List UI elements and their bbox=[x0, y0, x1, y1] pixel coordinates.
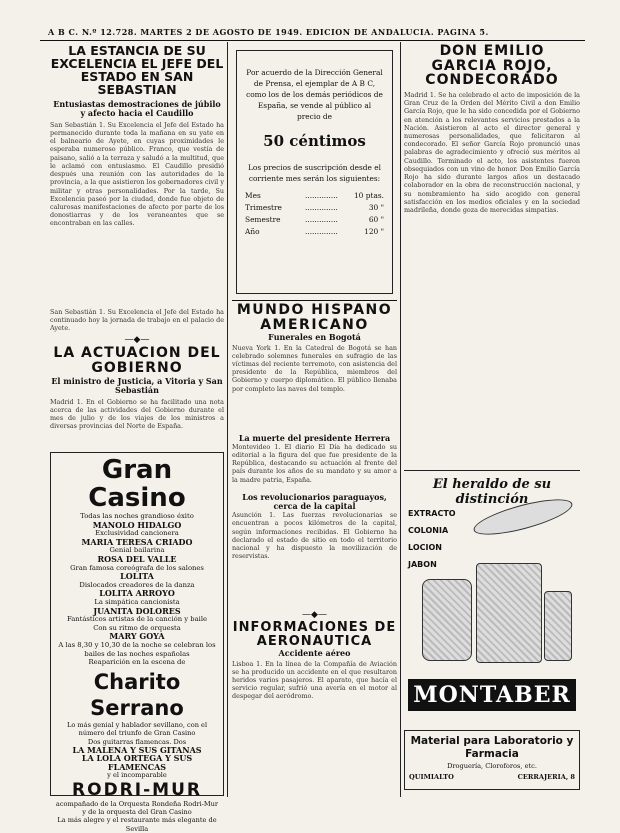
subhead-estancia: Entusiastas demostraciones de júbilo y afecto hacia el Caudillo bbox=[53, 98, 221, 118]
montaber-items bbox=[408, 505, 468, 573]
laboratorio-address: CERRAJERIA, 8 bbox=[517, 773, 575, 781]
headline-aeronautica: INFORMACIONES DE AERONAUTICA bbox=[232, 620, 397, 649]
casino-line: LA MALENA Y SUS GITANAS bbox=[72, 744, 202, 755]
casino-line: Con su ritmo de orquesta bbox=[93, 623, 181, 632]
article-funerales: Nueva York 1. En la Catedral de Bogotá se han celebrado solemnes funerales en sufragio de las víctimas del reciente terremoto, con asistencia del presidente de la República, miembros del Gobierno y cuerpo diplomático. El público llenaba por completo las naves del templo. bbox=[232, 343, 397, 393]
casino-line: Fantásticos artistas de la canción y baile bbox=[66, 615, 208, 624]
laboratorio-sub: Droguería, Cloroforos, etc. bbox=[447, 762, 537, 770]
montaber-logo: MONTABER bbox=[408, 679, 576, 711]
soap-image bbox=[544, 591, 572, 661]
subscription-row bbox=[245, 202, 384, 214]
leader-dots: .............. bbox=[305, 215, 338, 224]
headline-estancia: LA ESTANCIA DE SU EXCELENCIA EL JEFE DEL ESTADO EN SAN SEBASTIAN bbox=[50, 43, 224, 98]
gran-casino-title: Gran Casino bbox=[88, 455, 186, 513]
montaber-item: JABON bbox=[408, 560, 437, 569]
casino-line: y el incomparable bbox=[107, 771, 167, 780]
subscription-label: Semestre bbox=[245, 215, 281, 224]
subscription-row bbox=[245, 226, 384, 238]
subhead-gobierno: El ministro de Justicia, a Vitoria y San Sebastián bbox=[51, 376, 223, 396]
subscription-label: Mes bbox=[245, 191, 261, 200]
subhead-paraguay: Los revolucionarios paraguayos, cerca de la capital bbox=[242, 491, 387, 511]
gran-casino-lines-2 bbox=[55, 721, 219, 780]
casino-line: acompañado de la Orquesta Rondeña Rodri-Mur y de la orquesta del Gran Casino bbox=[55, 799, 219, 816]
section-rule bbox=[232, 300, 397, 301]
subhead-accidente: Accidente aéreo bbox=[278, 648, 351, 659]
leader-dots: .............. bbox=[305, 227, 338, 236]
montaber-item: EXTRACTO bbox=[408, 509, 456, 518]
casino-line: ROSA DEL VALLE bbox=[97, 553, 177, 564]
rodri-mur-name: RODRI-MUR bbox=[72, 779, 202, 800]
casino-line: Dislocados creadores de la danza bbox=[79, 580, 195, 589]
laboratorio-ad bbox=[404, 730, 580, 790]
casino-line: Dos guitarras flamencas. Dos bbox=[87, 737, 187, 746]
gran-casino-lines bbox=[55, 512, 219, 667]
casino-line: Todas las noches grandioso éxito bbox=[80, 512, 194, 520]
casino-line: MANOLO HIDALGO bbox=[92, 519, 182, 530]
casino-line: LA LOLA ORTEGA Y SUS FLAMENCAS bbox=[81, 753, 193, 772]
subscription-label: Trimestre bbox=[245, 203, 282, 212]
montaber-slogan: El heraldo de su distinción bbox=[432, 477, 552, 507]
price-value: 50 céntimos bbox=[263, 132, 366, 150]
subhead-herrera: La muerte del presidente Herrera bbox=[238, 432, 391, 443]
laboratorio-title: Material para Laboratorio y Farmacia bbox=[410, 735, 574, 760]
montaber-item: LOCION bbox=[408, 543, 442, 552]
casino-line: MARY GOYA bbox=[109, 631, 165, 642]
montaber-ad bbox=[404, 470, 580, 721]
column-rule-2 bbox=[400, 42, 401, 797]
subscription-row bbox=[245, 214, 384, 226]
casino-line: MARIA TERESA CRIADO bbox=[81, 536, 193, 547]
column-rule-1 bbox=[227, 42, 228, 797]
price-notice-text: Por acuerdo de la Dirección General de Prensa, el ejemplar de A B C, como los de los demás periódicos de España, se vende al público al precio de bbox=[246, 68, 383, 121]
separator-ornament: —◆— bbox=[124, 334, 150, 345]
headline-garcia-rojo: DON EMILIO GARCIA ROJO, CONDECORADO bbox=[425, 43, 559, 89]
box-image bbox=[476, 563, 542, 663]
casino-line: JUANITA DOLORES bbox=[93, 605, 181, 616]
subscription-row bbox=[245, 190, 384, 202]
casino-line: Genial bailarina bbox=[109, 546, 165, 555]
casino-line: Lo más genial y hablador sevillano, con el número del triunfo de Gran Casino bbox=[66, 720, 208, 738]
subscription-price: 10 ptas. bbox=[353, 191, 384, 200]
subscription-price: 60 " bbox=[368, 215, 384, 224]
casino-line: LOLITA bbox=[120, 571, 154, 582]
masthead-rule bbox=[40, 40, 585, 41]
subscription-price: 120 " bbox=[364, 227, 384, 236]
article-estancia-2: San Sebastián 1. Su Excelencia el Jefe del Estado ha continuado hoy la jornada de trabajo en el palacio de Ayete. bbox=[50, 307, 224, 333]
left-column bbox=[50, 43, 224, 833]
casino-line: A las 8,30 y 10,30 de la noche se celebran los bailes de las noches españolas bbox=[58, 640, 216, 658]
article-garcia-rojo: Madrid 1. Se ha celebrado el acto de imposición de la Gran Cruz de la Orden del Mérito Civil a don Emilio García Rojo, que le ha sido concedida por el Gobierno en atención a los relevantes servicios prestados a la Nación. Asistieron al acto el director general y numerosas personalidades, que felicitaron al condecorado. El señor García Rojo pronunció unas palabras de agradecimiento y ofreció sus méritos al Caudillo. Terminado el acto, los asistentes fueron obsequiados con un vino de honor. Don Emilio García Rojo ha sido durante largos años un destacado colaborador en la obra de reconstrucción nacional, y su nombramiento ha sido acogido con general satisfacción en los medios oficiales y en la sociedad madrileña, donde goza de merecidas simpatías. bbox=[404, 91, 580, 214]
headline-mundo-hispano: MUNDO HISPANO AMERICANO bbox=[236, 302, 393, 333]
laboratorio-name: QUIMIALTO bbox=[409, 773, 454, 781]
price-notice-box bbox=[236, 50, 393, 294]
bottle-image bbox=[422, 579, 472, 661]
subscription-label: Año bbox=[245, 227, 260, 236]
casino-line: Exclusividad cancionera bbox=[95, 529, 179, 538]
separator-ornament-2: —◆— bbox=[302, 610, 327, 621]
subhead-funerales: Funerales en Bogotá bbox=[268, 332, 361, 343]
casino-line: LOLITA ARROYO bbox=[99, 588, 175, 599]
leader-dots: .............. bbox=[305, 191, 338, 200]
right-column bbox=[404, 44, 580, 796]
montaber-item: COLONIA bbox=[408, 526, 449, 535]
subscription-price: 30 " bbox=[368, 203, 384, 212]
middle-column bbox=[232, 44, 397, 796]
casino-line: Gran famosa coreógrafa de los salones bbox=[70, 563, 204, 572]
article-gobierno: Madrid 1. En el Gobierno se ha facilitado una nota acerca de las actividades del Gobierno durante el mes de julio y de los viajes de los ministros a diversas provincias del Norte de España. bbox=[50, 397, 224, 431]
article-herrera: Montevideo 1. El diario El Día ha dedicado su editorial a la figura del que fue presidente de la República, destacando su actuación al frente del país durante los años de su mandato y su amor a la madre patria, España. bbox=[232, 442, 397, 484]
casino-line: La simpática cancionista bbox=[94, 597, 180, 606]
article-paraguay: Asunción 1. Las fuerzas revolucionarias se encuentran a pocos kilómetros de la capital, según informaciones recibidas. El Gobierno ha declarado el estado de sitio en todo el territorio nacional y ha dispuesto la movilización de reservistas. bbox=[232, 511, 397, 561]
article-accidente: Lisboa 1. En la línea de la Compañía de Aviación se ha producido un accidente en el que resultaron heridos varios pasajeros. El aparato, que hacía el servicio regular, sufrió una avería en el motor al despegar del aeródromo. bbox=[232, 659, 397, 701]
subscription-text: Los precios de suscripción desde el corriente mes serán los siguientes: bbox=[248, 163, 381, 183]
article-estancia: San Sebastián 1. Su Excelencia el Jefe del Estado ha permanecido durante toda la mañana en su yate en el balneario de Ayete, en cuyas proximidades le esperaba numeroso público. Franco, que vestía de paisano, salió a la terraza y saludó a la multitud, que le aclamó con entusiasmo. El Caudillo presidió después una reunión con las autoridades de la provincia, a la que asistieron los gobernadores civil y militar y otras personalidades. Por la tarde, Su Excelencia paseó por la ciudad, donde fue objeto de calurosas manifestaciones de afecto por parte de los donostiarras y de los veraneantes que se encontraban en las calles. bbox=[50, 120, 224, 228]
casino-line: La más alegre y el restaurante más elegante de Sevilla bbox=[57, 816, 217, 833]
gran-casino-lines-3 bbox=[55, 800, 219, 833]
leader-dots: .............. bbox=[305, 203, 338, 212]
masthead: A B C. N.º 12.728. MARTES 2 DE AGOSTO DE 1949. EDICION DE ANDALUCIA. PAGINA 5. bbox=[48, 27, 489, 37]
casino-line: Reaparición en la escena de bbox=[88, 658, 186, 667]
subscription-table bbox=[245, 190, 384, 238]
gran-casino-ad bbox=[50, 452, 224, 833]
headline-gobierno: LA ACTUACION DEL GOBIERNO bbox=[53, 344, 221, 376]
charito-serrano-name: Charito Serrano bbox=[90, 669, 184, 720]
